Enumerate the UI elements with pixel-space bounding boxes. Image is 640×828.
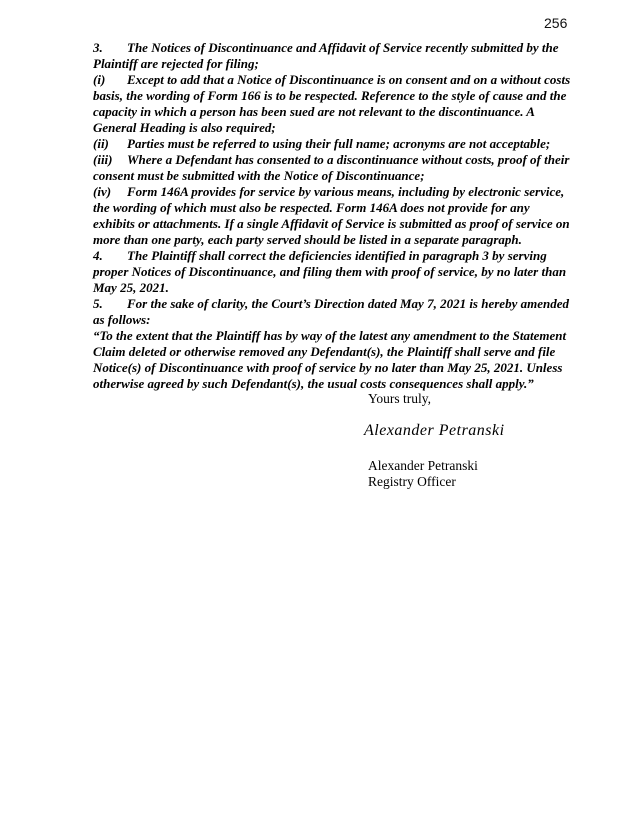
closing-block bbox=[364, 391, 505, 489]
paragraph-text: Form 146A provides for service by various means, including by electronic service, the wording of which must also be respected. Form 146A does not provide for any exhibits or attachments. If a single Affidavit of Service is submitted as proof of service on more than one party, each party served should be listed in a separate paragraph. bbox=[93, 184, 570, 247]
paragraph bbox=[93, 72, 573, 136]
paragraph-label: (i) bbox=[93, 72, 106, 87]
paragraph-label: (iv) bbox=[93, 184, 112, 199]
paragraph-label: (iii) bbox=[93, 152, 113, 167]
document-body bbox=[93, 40, 573, 392]
paragraph-text: Except to add that a Notice of Discontinuance is on consent and on a without costs basis, the wording of Form 166 is to be respected. Reference to the style of cause and the capacity in which a person has been sued are not relevant to the discontinuance. A General Heading is also required; bbox=[93, 72, 571, 135]
paragraph bbox=[93, 296, 573, 328]
paragraph-text: The Notices of Discontinuance and Affidavit of Service recently submitted by the Plaintiff are rejected for filing; bbox=[93, 40, 559, 71]
paragraph bbox=[93, 40, 573, 72]
paragraph-text: Parties must be referred to using their full name; acronyms are not acceptable; bbox=[127, 136, 551, 151]
paragraph bbox=[93, 152, 573, 184]
paragraph-label: 3. bbox=[93, 40, 103, 55]
paragraph-text: For the sake of clarity, the Court’s Direction dated May 7, 2021 is hereby amended as follows: bbox=[93, 296, 569, 327]
paragraph-text: “To the extent that the Plaintiff has by way of the latest any amendment to the Statement Claim deleted or otherwise removed any Defendant(s), the Plaintiff shall serve and file Notice(s) of Discontinuance with proof of service by no later than May 25, 2021. Unless otherwise agreed by such Defendant(s), the usual costs consequences shall apply.” bbox=[93, 328, 567, 391]
paragraph-text: Where a Defendant has consented to a discontinuance without costs, proof of their consent must be submitted with the Notice of Discontinuance; bbox=[93, 152, 570, 183]
paragraph bbox=[93, 248, 573, 296]
salutation: Yours truly, bbox=[368, 391, 432, 406]
signer-title: Registry Officer bbox=[368, 473, 456, 489]
paragraph-label: 5. bbox=[93, 296, 103, 311]
paragraph bbox=[93, 184, 573, 248]
paragraph-text: The Plaintiff shall correct the deficiencies identified in paragraph 3 by serving proper Notices of Discontinuance, and filing them with proof of service, by no later than May 25, 2021. bbox=[93, 248, 567, 295]
quoted-paragraph bbox=[93, 328, 573, 392]
signer-name: Alexander Petranski bbox=[368, 458, 478, 473]
page-number: 256 bbox=[544, 15, 568, 31]
paragraph bbox=[93, 136, 573, 152]
signature: Alexander Petranski bbox=[364, 422, 505, 439]
signer-block bbox=[368, 458, 505, 489]
paragraph-label: 4. bbox=[93, 248, 103, 263]
paragraph-label: (ii) bbox=[93, 136, 109, 151]
